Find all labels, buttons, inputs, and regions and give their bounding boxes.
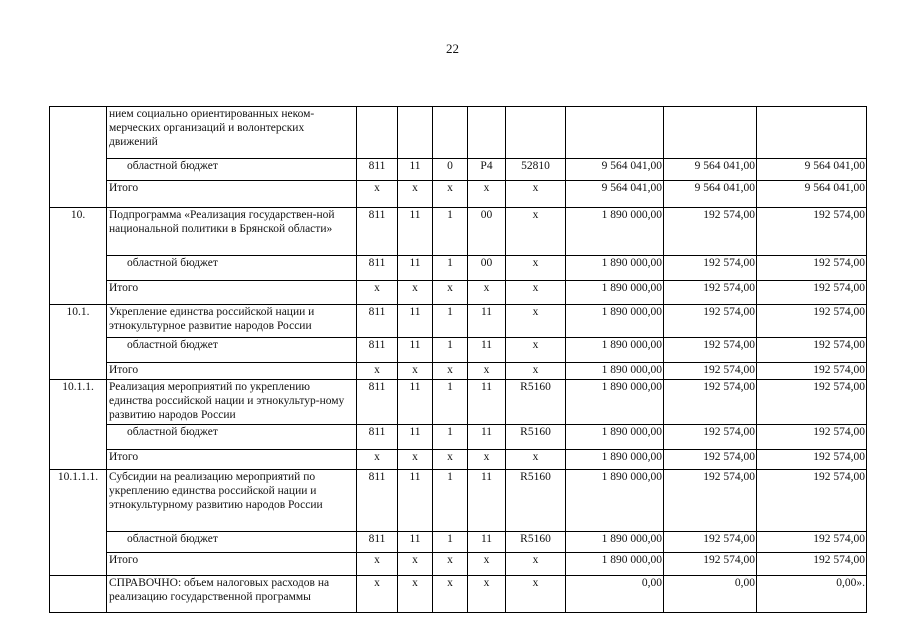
amount-2025-cell: 192 574,00 bbox=[757, 338, 867, 363]
grbs-cell: 811 bbox=[357, 380, 398, 425]
row-number-cell bbox=[50, 363, 107, 380]
row-number-cell bbox=[50, 159, 107, 181]
gp-cell: х bbox=[398, 181, 433, 208]
total-label: Итого bbox=[107, 281, 357, 305]
nr-cell: R5160 bbox=[506, 470, 566, 532]
total-label: Итого bbox=[107, 181, 357, 208]
row-number-cell bbox=[50, 107, 107, 159]
item-name: Реализация мероприятий по укреплению единства российской нации и этнокультур-ному развитию народов России bbox=[107, 380, 357, 425]
table-row bbox=[50, 363, 867, 380]
grbs-cell: 811 bbox=[357, 425, 398, 450]
item-name: Субсидии на реализацию мероприятий по укреплению единства российской нации и этнокультурному развитию народов России bbox=[107, 470, 357, 532]
gp-cell: 11 bbox=[398, 256, 433, 281]
amount-2024-cell: 192 574,00 bbox=[664, 532, 757, 553]
amount-2023-cell bbox=[566, 107, 664, 159]
item-name: Укрепление единства российской нации и этнокультурное развитие народов России bbox=[107, 305, 357, 338]
item-name: Подпрограмма «Реализация государствен-ной национальной политики в Брянской области» bbox=[107, 208, 357, 256]
table-row bbox=[50, 338, 867, 363]
gp-cell: х bbox=[398, 576, 433, 613]
pp-cell: 1 bbox=[433, 305, 468, 338]
nr-cell: 52810 bbox=[506, 159, 566, 181]
gp-cell bbox=[398, 107, 433, 159]
pp-cell bbox=[433, 107, 468, 159]
grbs-cell: 811 bbox=[357, 338, 398, 363]
pp-cell: х bbox=[433, 281, 468, 305]
om-cell: х bbox=[468, 181, 506, 208]
table-row bbox=[50, 425, 867, 450]
amount-2025-cell: 9 564 041,00 bbox=[757, 181, 867, 208]
gp-cell: х bbox=[398, 553, 433, 576]
table-row bbox=[50, 305, 867, 338]
amount-2024-cell: 192 574,00 bbox=[664, 553, 757, 576]
pp-cell: х bbox=[433, 576, 468, 613]
row-number-cell bbox=[50, 532, 107, 553]
om-cell bbox=[468, 107, 506, 159]
nr-cell: R5160 bbox=[506, 532, 566, 553]
om-cell: 00 bbox=[468, 256, 506, 281]
amount-2024-cell: 192 574,00 bbox=[664, 425, 757, 450]
nr-cell: х bbox=[506, 363, 566, 380]
amount-2023-cell: 1 890 000,00 bbox=[566, 532, 664, 553]
gp-cell: х bbox=[398, 363, 433, 380]
amount-2024-cell: 9 564 041,00 bbox=[664, 159, 757, 181]
table-row bbox=[50, 532, 867, 553]
row-number-cell bbox=[50, 425, 107, 450]
amount-2023-cell: 1 890 000,00 bbox=[566, 208, 664, 256]
om-cell: 11 bbox=[468, 470, 506, 532]
amount-2024-cell: 0,00 bbox=[664, 576, 757, 613]
amount-2024-cell: 192 574,00 bbox=[664, 470, 757, 532]
table-row bbox=[50, 281, 867, 305]
pp-cell: х bbox=[433, 181, 468, 208]
nr-cell: х bbox=[506, 208, 566, 256]
grbs-cell: х bbox=[357, 363, 398, 380]
grbs-cell: 811 bbox=[357, 305, 398, 338]
om-cell: х bbox=[468, 450, 506, 470]
nr-cell bbox=[506, 107, 566, 159]
amount-2024-cell: 192 574,00 bbox=[664, 281, 757, 305]
grbs-cell: 811 bbox=[357, 470, 398, 532]
row-number-cell bbox=[50, 208, 107, 256]
amount-2023-cell: 1 890 000,00 bbox=[566, 450, 664, 470]
gp-cell: 11 bbox=[398, 470, 433, 532]
grbs-cell: 811 bbox=[357, 532, 398, 553]
om-cell: 00 bbox=[468, 208, 506, 256]
nr-cell: х bbox=[506, 256, 566, 281]
amount-2024-cell: 192 574,00 bbox=[664, 208, 757, 256]
om-cell: 11 bbox=[468, 305, 506, 338]
amount-2023-cell: 9 564 041,00 bbox=[566, 181, 664, 208]
amount-2025-cell: 192 574,00 bbox=[757, 363, 867, 380]
gp-cell: 11 bbox=[398, 425, 433, 450]
row-number-cell bbox=[50, 470, 107, 532]
budget-label: областной бюджет bbox=[107, 159, 357, 181]
amount-2024-cell: 192 574,00 bbox=[664, 380, 757, 425]
table-row bbox=[50, 208, 867, 256]
budget-label: областной бюджет bbox=[107, 532, 357, 553]
grbs-cell: х bbox=[357, 181, 398, 208]
amount-2025-cell: 0,00». bbox=[757, 576, 867, 613]
amount-2024-cell bbox=[664, 107, 757, 159]
om-cell: х bbox=[468, 553, 506, 576]
gp-cell: х bbox=[398, 450, 433, 470]
grbs-cell: х bbox=[357, 450, 398, 470]
gp-cell: 11 bbox=[398, 208, 433, 256]
amount-2023-cell: 1 890 000,00 bbox=[566, 470, 664, 532]
amount-2024-cell: 192 574,00 bbox=[664, 450, 757, 470]
amount-2023-cell: 1 890 000,00 bbox=[566, 380, 664, 425]
pp-cell: х bbox=[433, 450, 468, 470]
gp-cell: 11 bbox=[398, 305, 433, 338]
amount-2024-cell: 9 564 041,00 bbox=[664, 181, 757, 208]
nr-cell: х bbox=[506, 553, 566, 576]
row-number-cell bbox=[50, 305, 107, 338]
table-row bbox=[50, 181, 867, 208]
gp-cell: 11 bbox=[398, 338, 433, 363]
item-name: СПРАВОЧНО: объем налоговых расходов на реализацию государственной программы bbox=[107, 576, 357, 613]
item-name: нием социально ориентированных неком-мерческих организаций и волонтерских движений bbox=[107, 107, 357, 159]
amount-2023-cell: 1 890 000,00 bbox=[566, 553, 664, 576]
om-cell: 11 bbox=[468, 380, 506, 425]
row-number-cell bbox=[50, 281, 107, 305]
gp-cell: 11 bbox=[398, 159, 433, 181]
grbs-cell: 811 bbox=[357, 208, 398, 256]
nr-cell: х bbox=[506, 181, 566, 208]
row-number-cell bbox=[50, 181, 107, 208]
row-number-cell bbox=[50, 380, 107, 425]
amount-2025-cell bbox=[757, 107, 867, 159]
row-number-cell bbox=[50, 553, 107, 576]
gp-cell: х bbox=[398, 281, 433, 305]
table-row bbox=[50, 107, 867, 159]
row-number: 10.1.1. bbox=[62, 381, 94, 393]
nr-cell: х bbox=[506, 305, 566, 338]
grbs-cell: х bbox=[357, 576, 398, 613]
om-cell: 11 bbox=[468, 425, 506, 450]
amount-2023-cell: 1 890 000,00 bbox=[566, 425, 664, 450]
om-cell: х bbox=[468, 363, 506, 380]
om-cell: 11 bbox=[468, 532, 506, 553]
total-label: Итого bbox=[107, 553, 357, 576]
nr-cell: R5160 bbox=[506, 425, 566, 450]
amount-2025-cell: 192 574,00 bbox=[757, 450, 867, 470]
amount-2023-cell: 9 564 041,00 bbox=[566, 159, 664, 181]
om-cell: 11 bbox=[468, 338, 506, 363]
table-row bbox=[50, 470, 867, 532]
om-cell: Р4 bbox=[468, 159, 506, 181]
table-row bbox=[50, 159, 867, 181]
amount-2024-cell: 192 574,00 bbox=[664, 363, 757, 380]
amount-2024-cell: 192 574,00 bbox=[664, 338, 757, 363]
row-number: 10.1.1.1. bbox=[57, 471, 99, 483]
gp-cell: 11 bbox=[398, 380, 433, 425]
amount-2025-cell: 192 574,00 bbox=[757, 553, 867, 576]
amount-2025-cell: 192 574,00 bbox=[757, 281, 867, 305]
grbs-cell: 811 bbox=[357, 256, 398, 281]
amount-2025-cell: 9 564 041,00 bbox=[757, 159, 867, 181]
amount-2025-cell: 192 574,00 bbox=[757, 380, 867, 425]
row-number-cell bbox=[50, 338, 107, 363]
amount-2023-cell: 1 890 000,00 bbox=[566, 305, 664, 338]
amount-2023-cell: 0,00 bbox=[566, 576, 664, 613]
table-row bbox=[50, 256, 867, 281]
row-number-cell bbox=[50, 576, 107, 613]
nr-cell: х bbox=[506, 281, 566, 305]
grbs-cell: х bbox=[357, 553, 398, 576]
pp-cell: 1 bbox=[433, 208, 468, 256]
pp-cell: 1 bbox=[433, 256, 468, 281]
nr-cell: R5160 bbox=[506, 380, 566, 425]
table-row bbox=[50, 380, 867, 425]
amount-2023-cell: 1 890 000,00 bbox=[566, 338, 664, 363]
amount-2025-cell: 192 574,00 bbox=[757, 256, 867, 281]
amount-2025-cell: 192 574,00 bbox=[757, 208, 867, 256]
gp-cell: 11 bbox=[398, 532, 433, 553]
table-row bbox=[50, 553, 867, 576]
pp-cell: 1 bbox=[433, 532, 468, 553]
grbs-cell: х bbox=[357, 281, 398, 305]
pp-cell: 1 bbox=[433, 425, 468, 450]
row-number: 10. bbox=[70, 209, 86, 221]
amount-2023-cell: 1 890 000,00 bbox=[566, 363, 664, 380]
budget-label: областной бюджет bbox=[107, 425, 357, 450]
amount-2024-cell: 192 574,00 bbox=[664, 256, 757, 281]
table-row bbox=[50, 450, 867, 470]
page-number: 22 bbox=[446, 41, 459, 56]
table-row bbox=[50, 576, 867, 613]
pp-cell: х bbox=[433, 553, 468, 576]
row-number-cell bbox=[50, 450, 107, 470]
amount-2025-cell: 192 574,00 bbox=[757, 532, 867, 553]
amount-2025-cell: 192 574,00 bbox=[757, 470, 867, 532]
table-body bbox=[50, 107, 867, 613]
row-number: 10.1. bbox=[66, 306, 90, 318]
row-number-cell bbox=[50, 256, 107, 281]
pp-cell: 1 bbox=[433, 470, 468, 532]
nr-cell: х bbox=[506, 450, 566, 470]
om-cell: х bbox=[468, 576, 506, 613]
pp-cell: 1 bbox=[433, 380, 468, 425]
budget-label: областной бюджет bbox=[107, 256, 357, 281]
pp-cell: 1 bbox=[433, 338, 468, 363]
total-label: Итого bbox=[107, 450, 357, 470]
grbs-cell: 811 bbox=[357, 159, 398, 181]
budget-label: областной бюджет bbox=[107, 338, 357, 363]
amount-2024-cell: 192 574,00 bbox=[664, 305, 757, 338]
amount-2023-cell: 1 890 000,00 bbox=[566, 281, 664, 305]
amount-2025-cell: 192 574,00 bbox=[757, 305, 867, 338]
om-cell: х bbox=[468, 281, 506, 305]
budget-table bbox=[49, 106, 867, 613]
pp-cell: 0 bbox=[433, 159, 468, 181]
amount-2023-cell: 1 890 000,00 bbox=[566, 256, 664, 281]
pp-cell: х bbox=[433, 363, 468, 380]
nr-cell: х bbox=[506, 576, 566, 613]
grbs-cell bbox=[357, 107, 398, 159]
total-label: Итого bbox=[107, 363, 357, 380]
nr-cell: х bbox=[506, 338, 566, 363]
amount-2025-cell: 192 574,00 bbox=[757, 425, 867, 450]
